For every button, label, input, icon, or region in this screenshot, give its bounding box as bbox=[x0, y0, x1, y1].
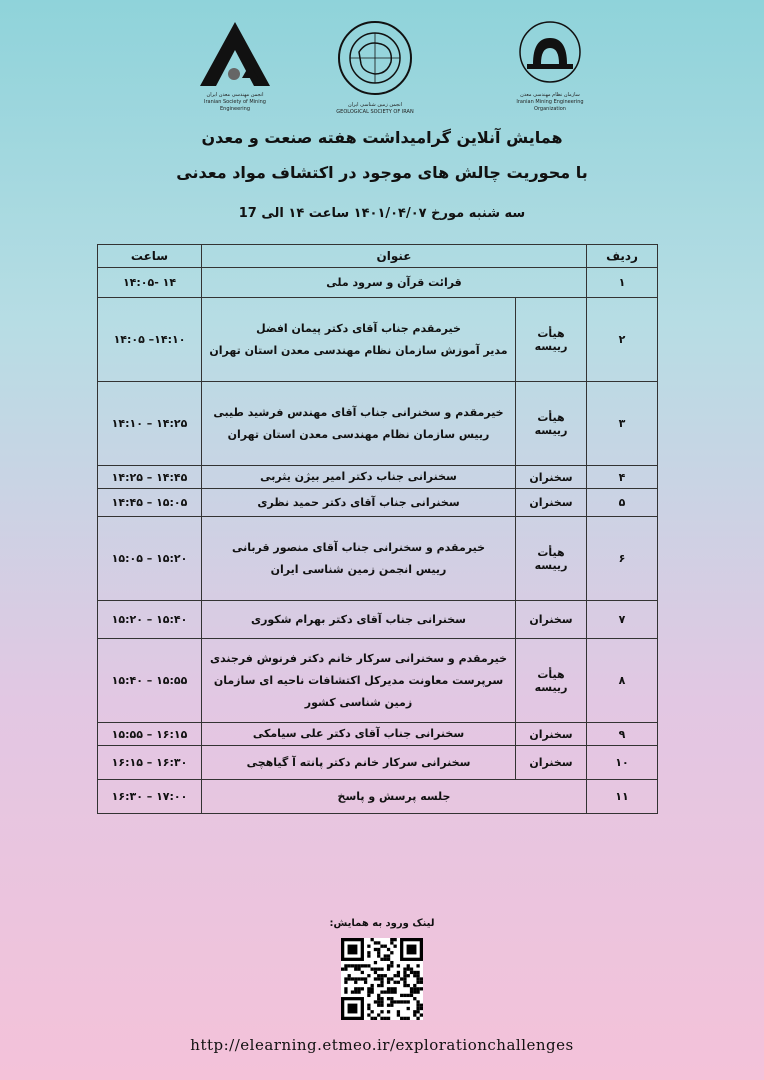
row-time: ۱۴:۱۰ – ۱۴:۲۵ bbox=[98, 382, 202, 466]
schedule-table bbox=[97, 244, 658, 814]
subject-line: قرائت قرآن و سرود ملی bbox=[326, 275, 462, 289]
qr-label: لینک ورود به همایش: bbox=[329, 918, 435, 929]
row-subject bbox=[202, 517, 516, 601]
subject-line: سخنرانی جناب آقای دکتر علی سیامکی bbox=[252, 727, 465, 740]
row-subject bbox=[202, 268, 587, 298]
row-subject bbox=[202, 298, 516, 382]
conference-url[interactable]: http://elearning.etmeo.ir/explorationchallenges bbox=[190, 1036, 574, 1054]
row-role: سخنران bbox=[516, 746, 587, 780]
row-role: سخنران bbox=[516, 601, 587, 639]
table-row bbox=[98, 489, 658, 517]
row-number: ۳ bbox=[587, 382, 658, 466]
row-time: ۱۴:۰۵- ۱۴ bbox=[98, 268, 202, 298]
row-number: ۴ bbox=[587, 466, 658, 489]
row-time: ۱۶:۱۵ – ۱۶:۳۰ bbox=[98, 746, 202, 780]
row-number: ۵ bbox=[587, 489, 658, 517]
row-role: هیأت رییسه bbox=[516, 298, 587, 382]
row-role: سخنران bbox=[516, 489, 587, 517]
row-time: ۱۵:۰۵ – ۱۵:۲۰ bbox=[98, 517, 202, 601]
geological-society-logo bbox=[335, 18, 415, 116]
event-subtitle: با محوریت چالش های موجود در اکتشاف مواد معدنی bbox=[176, 163, 588, 182]
table-row bbox=[98, 601, 658, 639]
logo-bar bbox=[0, 18, 764, 115]
subject-line: سخنرانی جناب آقای دکتر حمید نظری bbox=[257, 495, 460, 509]
subject-line: سخنرانی سرکار خانم دکتر پانته آ گیاهچی bbox=[246, 755, 471, 769]
subject-line: جلسه پرسش و پاسخ bbox=[337, 789, 451, 803]
row-role: هیأت رییسه bbox=[516, 517, 587, 601]
header-subject: عنوان bbox=[202, 245, 587, 268]
row-subject bbox=[202, 601, 516, 639]
row-role: هیأت رییسه bbox=[516, 382, 587, 466]
subject-line: سرپرست معاونت مدیرکل اکتشافات ناحیه ای سازمان زمین شناسی کشور bbox=[213, 673, 504, 709]
subject-line: خیرمقدم و سخنرانی سرکار خانم دکتر فرنوش فرجندی bbox=[209, 651, 508, 665]
subject-line: خیرمقدم و سخنرانی جناب آقای مهندس فرشید طیبی bbox=[213, 405, 504, 419]
mid-logo-caption: انجمن زمین شناسی ایران bbox=[347, 102, 403, 108]
ismE-logo bbox=[190, 18, 280, 113]
right-logo-caption-en: Iranian Mining Engineering Organization bbox=[516, 99, 584, 112]
row-subject bbox=[202, 780, 587, 814]
subject-line: رییس سازمان نظام مهندسی معدن استان تهران bbox=[227, 427, 490, 441]
table-row bbox=[98, 517, 658, 601]
row-subject bbox=[202, 639, 516, 723]
table-row bbox=[98, 298, 658, 382]
row-number: ۹ bbox=[587, 723, 658, 746]
right-logo-caption: سازمان نظام مهندسی معدن bbox=[520, 92, 580, 98]
header-time: ساعت bbox=[98, 245, 202, 268]
row-time: ۱۵:۲۰ – ۱۵:۴۰ bbox=[98, 601, 202, 639]
row-time: ۱۵:۵۵ – ۱۶:۱۵ bbox=[98, 723, 202, 746]
qr-code[interactable] bbox=[341, 938, 423, 1020]
row-number: ۶ bbox=[587, 517, 658, 601]
table-row bbox=[98, 382, 658, 466]
header-num: ردیف bbox=[587, 245, 658, 268]
row-number: ۲ bbox=[587, 298, 658, 382]
subject-line: مدیر آموزش سازمان نظام مهندسی معدن استان تهران bbox=[209, 343, 508, 357]
table-row bbox=[98, 466, 658, 489]
left-logo-caption: انجمن مهندسی معدن ایران bbox=[206, 92, 264, 98]
row-time: ۱۶:۳۰ – ۱۷:۰۰ bbox=[98, 780, 202, 814]
row-time: ۱۴:۲۵ – ۱۴:۴۵ bbox=[98, 466, 202, 489]
subject-line: سخنرانی جناب دکتر امیر بیژن یثربی bbox=[260, 470, 457, 483]
row-subject bbox=[202, 489, 516, 517]
mid-logo-caption-en: GEOLOGICAL SOCIETY OF IRAN bbox=[336, 109, 414, 115]
event-date: سه شنبه مورخ ۱۴۰۱/۰۴/۰۷ ساعت ۱۴ الی 17 bbox=[238, 206, 526, 221]
row-time: ۱۵:۴۰ – ۱۵:۵۵ bbox=[98, 639, 202, 723]
row-subject bbox=[202, 746, 516, 780]
left-logo-caption-en: Iranian Society of Mining Engineering bbox=[204, 99, 266, 112]
table-row bbox=[98, 268, 658, 298]
table-row bbox=[98, 746, 658, 780]
event-title: همایش آنلاین گرامیداشت هفته صنعت و معدن bbox=[201, 128, 563, 147]
subject-line: رییس انجمن زمین شناسی ایران bbox=[270, 562, 447, 576]
table-row bbox=[98, 723, 658, 746]
mining-organization-logo bbox=[505, 18, 595, 113]
subject-line: خیرمقدم و سخنرانی جناب آقای منصور قربانی bbox=[231, 540, 486, 554]
table-row bbox=[98, 780, 658, 814]
row-number: ۸ bbox=[587, 639, 658, 723]
subject-line: خیرمقدم جناب آقای دکتر پیمان افضل bbox=[256, 321, 461, 335]
row-subject bbox=[202, 723, 516, 746]
schedule-header-row bbox=[98, 245, 658, 268]
row-number: ۱۰ bbox=[587, 746, 658, 780]
subject-line: سخنرانی جناب آقای دکتر بهرام شکوری bbox=[250, 612, 466, 626]
row-time: ۱۴:۰۵ –۱۴:۱۰ bbox=[98, 298, 202, 382]
row-time: ۱۴:۴۵ – ۱۵:۰۵ bbox=[98, 489, 202, 517]
row-number: ۷ bbox=[587, 601, 658, 639]
row-role: سخنران bbox=[516, 466, 587, 489]
row-number: ۱ bbox=[587, 268, 658, 298]
row-number: ۱۱ bbox=[587, 780, 658, 814]
schedule-body bbox=[98, 268, 658, 814]
table-row bbox=[98, 639, 658, 723]
row-subject bbox=[202, 466, 516, 489]
row-role: سخنران bbox=[516, 723, 587, 746]
row-subject bbox=[202, 382, 516, 466]
row-role: هیأت رییسه bbox=[516, 639, 587, 723]
